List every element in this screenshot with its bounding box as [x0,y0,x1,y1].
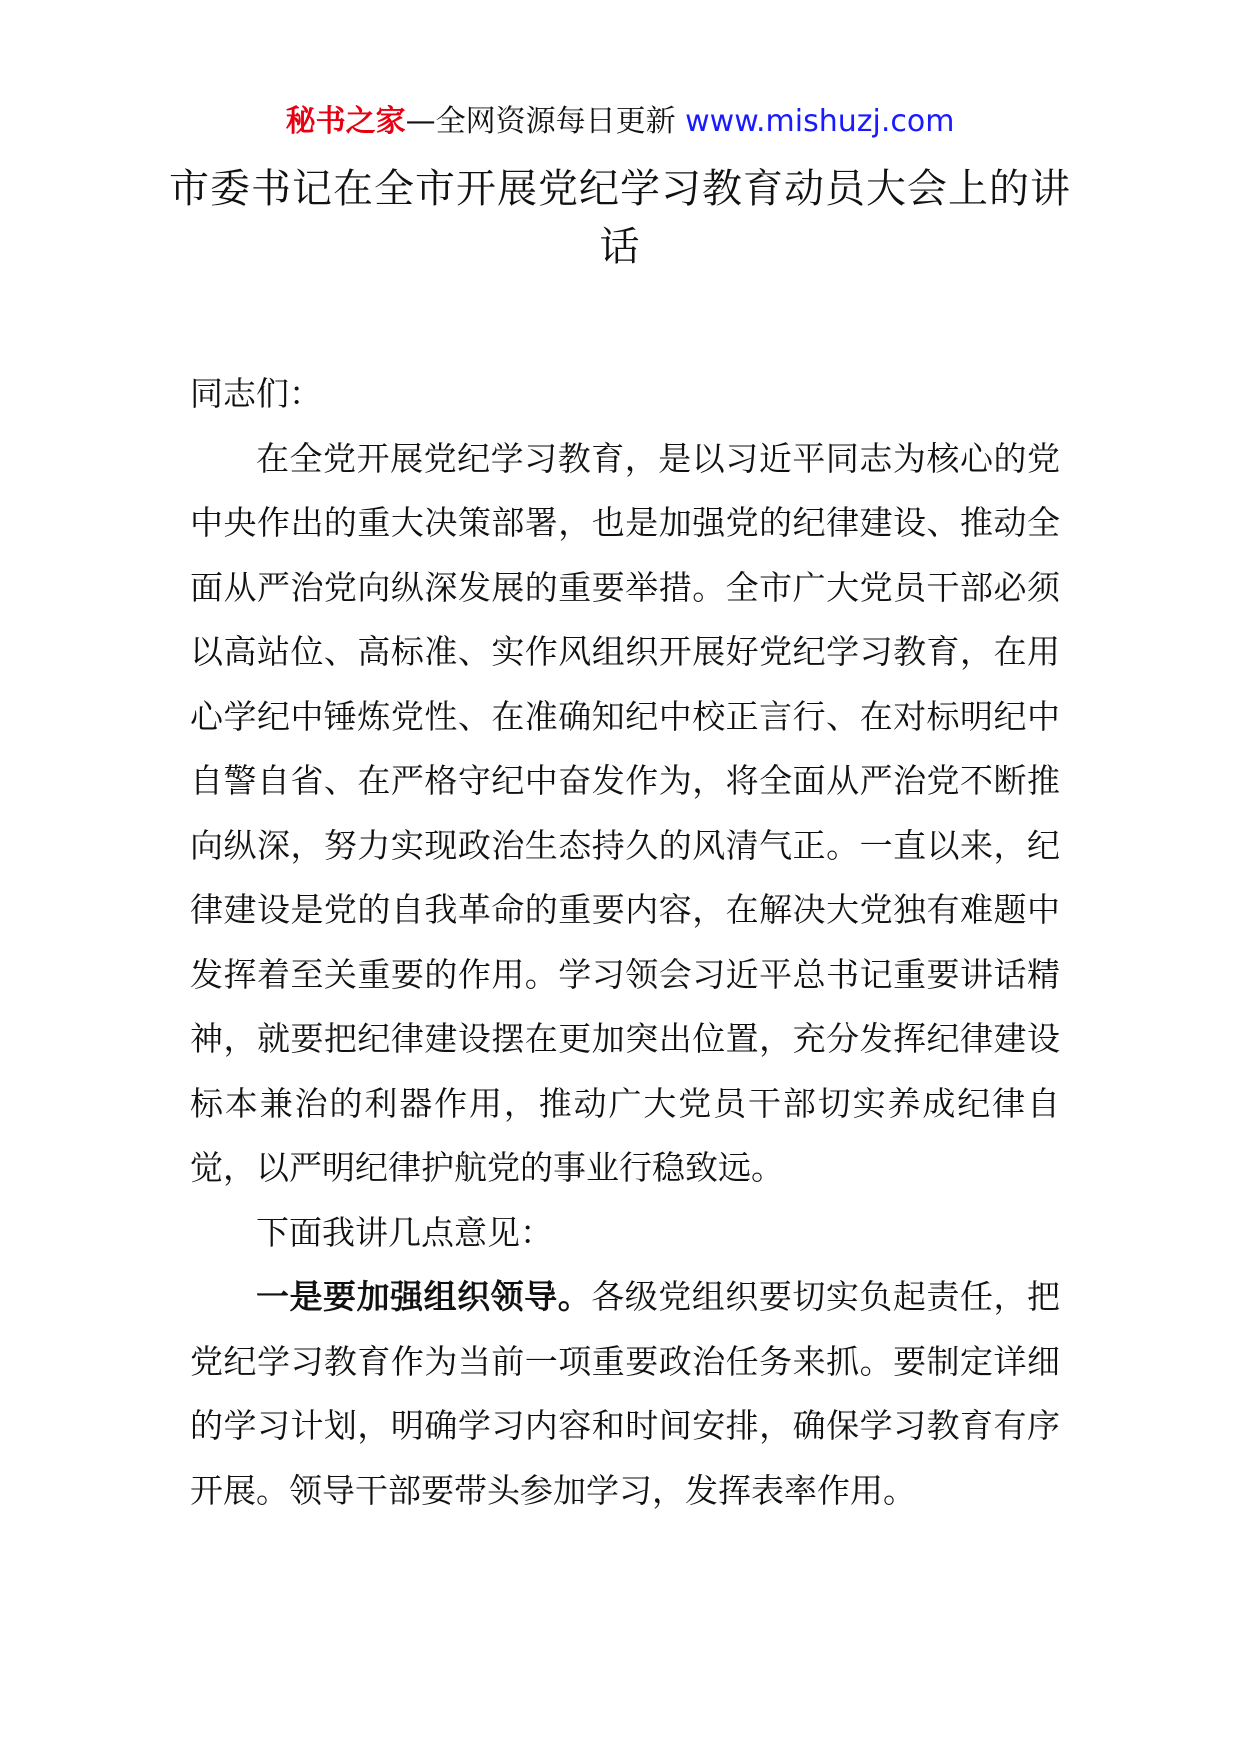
paragraph-intro: 在全党开展党纪学习教育，是以习近平同志为核心的党中央作出的重大决策部署，也是加强党的纪律建设、推动全面从严治党向纵深发展的重要举措。全市广大党员干部必须以高站位、高标准、实作风组织开展好党纪学习教育，在用心学纪中锤炼党性、在准确知纪中校正言行、在对标明纪中自警自省、在严格守纪中奋发作为，将全面从严治党不断推向纵深，努力实现政治生态持久的风清气正。一直以来，纪律建设是党的自我革命的重要内容，在解决大党独有难题中发挥着至关重要的作用。学习领会习近平总书记重要讲话精神，就要把纪律建设摆在更加突出位置，充分发挥纪律建设标本兼治的利器作用，推动广大党员干部切实养成纪律自觉，以严明纪律护航党的事业行稳致远。 [190,438,1060,1187]
site-header [0,100,1240,144]
header-slogan: —全网资源每日更新 [405,104,676,139]
paragraph-transition: 下面我讲几点意见： [256,1212,553,1252]
paragraph-point-1 [190,1265,1060,1523]
point-1-lead: 一是要加强组织领导。 [256,1277,592,1316]
brand-name: 秘书之家 [285,104,406,139]
point-1-text: 各级党组织要切实负起责任，把党纪学习教育作为当前一项重要政治任务来抓。要制定详细的学习计划，明确学习内容和时间安排，确保学习教育有序开展。领导干部要带头参加学习，发挥表率作用。 [190,1277,1061,1510]
site-url-link[interactable]: www.mishuzj.com [685,104,955,139]
document-title: 市委书记在全市开展党纪学习教育动员大会上的讲话 [169,166,1071,270]
salutation: 同志们： [190,374,322,413]
document-body [190,362,1060,1523]
